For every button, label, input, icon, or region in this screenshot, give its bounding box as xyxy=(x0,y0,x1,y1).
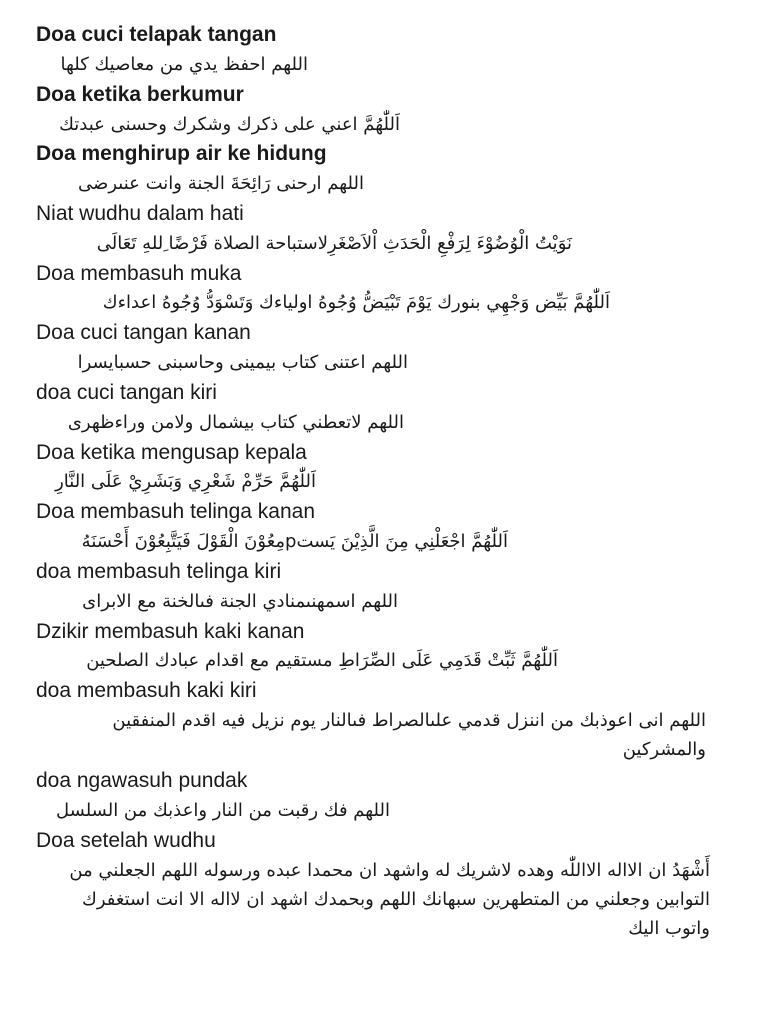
arabic-doa-menghirup-air: اللهم ارحنى رَائِحَةَ الجنة وانت عنىرضى xyxy=(78,173,364,194)
arabic-niat-wudhu: نَوَيْتُ الْوُضُوْءَ لِرَفْعِ الْحَدَثِ اْلاَصْغَرِلاستباحة الصلاة فَرْضًا ِللهِ تَعَالَى xyxy=(96,233,572,254)
arabic-doa-cuci-tangan-kiri: اللهم لاتعطني كتاب بيشمال ولامن وراءظهرى xyxy=(67,412,404,433)
heading-kaki-kiri: doa membasuh kaki kiri xyxy=(36,679,257,702)
heading-kaki-kanan: Dzikir membasuh kaki kanan xyxy=(36,620,305,643)
arabic-doa-cuci-tangan-kanan: اللهم اعتنى كتاب بيمينى وحاسبنى حسبايسرا xyxy=(77,352,408,373)
arabic-doa-setelah-wudhu: أَشْهَدُ ان الااله الااللّٰه وهده لاشريك له واشهد ان محمدا عبده ورسوله اللهم الجعلني من التوابين وجعلني من المتطهرين سبهانك اللهم وبحمدك اشهد ان لااله الا انت استغفرك واتوب اليك xyxy=(69,860,710,939)
arabic-doa-kaki-kiri: اللهم انى اعوذبك من اننزل قدمي علىالصراط فىالنار يوم نزيل فيه اقدم المنفقين والمشركين xyxy=(112,710,706,760)
heading-cuci-tangan-kanan: Doa cuci tangan kanan xyxy=(36,321,251,344)
arabic-doa-pundak: اللهم فك رقبت من النار واعذبك من السلسل xyxy=(56,800,390,821)
heading-telinga-kanan: Doa membasuh telinga kanan xyxy=(36,500,316,523)
arabic-doa-membasuh-muka: اَللّٰهُمَّ بَيِّض وَجْهِي بنورك يَوْمَ تَبْيَضُّ وُجُوهُ اولياءك وَتَسْوَدُّ وُجُوهُ اعداءك xyxy=(102,292,610,313)
arabic-doa-cuci-telapak-tangan: اللهم احفظ يدي من معاصيك كلها xyxy=(60,54,308,75)
heading-menghirup-air: Doa menghirup air ke hidung xyxy=(36,142,327,165)
heading-pundak: doa ngawasuh pundak xyxy=(36,769,248,792)
heading-membasuh-muka: Doa membasuh muka xyxy=(36,262,242,285)
arabic-dzikir-kaki-kanan: اَللّٰهُمَّ ثَبِّتْ قَدَمِي عَلَى الصِّرَاطِ مستقيم مع اقدام عبادك الصلحين xyxy=(86,650,558,671)
heading-cuci-telapak-tangan: Doa cuci telapak tangan xyxy=(36,23,277,46)
heading-berkumur: Doa ketika berkumur xyxy=(36,83,244,106)
heading-niat-wudhu: Niat wudhu dalam hati xyxy=(36,202,244,225)
heading-cuci-tangan-kiri: doa cuci tangan kiri xyxy=(36,381,217,404)
arabic-doa-telinga-kiri: اللهم اسمهنىمنادي الجنة فىالخنة مع الابراى xyxy=(82,591,398,612)
heading-setelah-wudhu: Doa setelah wudhu xyxy=(36,829,216,852)
heading-mengusap-kepala: Doa ketika mengusap kepala xyxy=(36,441,307,464)
arabic-doa-telinga-kanan: اَللّٰهُمَّ اجْعَلْنِي مِنَ الَّذِيْنَ يَستpمِعُوْنَ الْقَوْلَ فَيَتَّبِعُوْنَ أَحْسَنَهُ xyxy=(81,531,508,552)
heading-telinga-kiri: doa membasuh telinga kiri xyxy=(36,560,282,583)
arabic-doa-berkumur: اَللّٰهُمَّ اعني على ذكرك وشكرك وحسنى عبدتك xyxy=(59,114,400,135)
arabic-doa-mengusap-kepala: اَللّٰهُمَّ حَرِّمْ شَعْرِي وَبَشَرِيْ عَلَى النَّارِ xyxy=(55,471,316,492)
